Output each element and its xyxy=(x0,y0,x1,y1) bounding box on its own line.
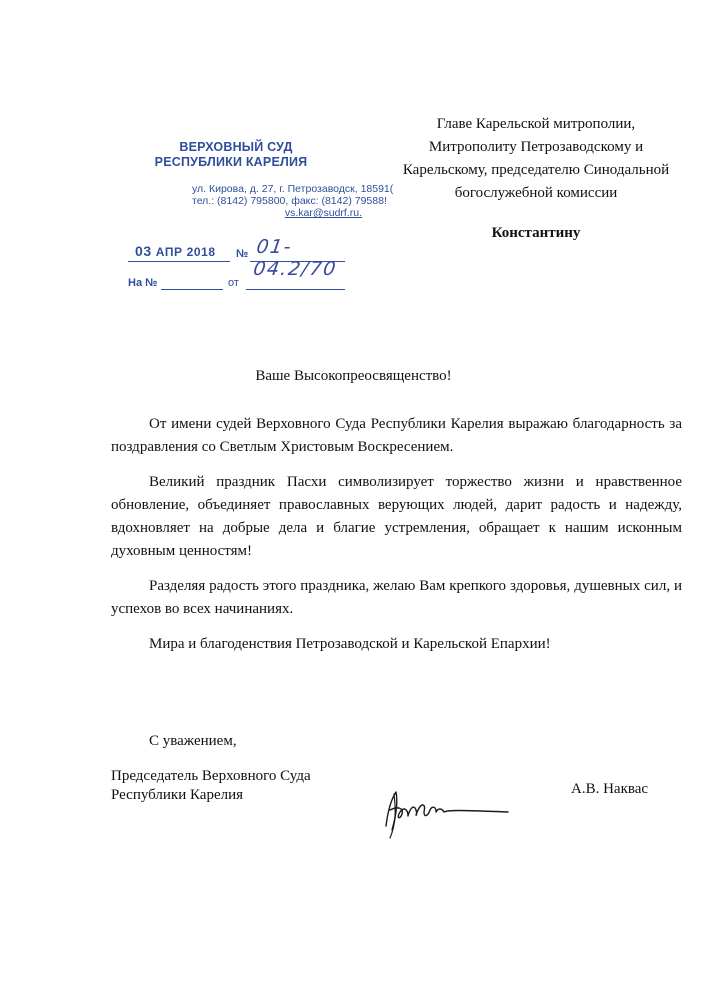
number-underline xyxy=(250,261,345,262)
handwritten-signature xyxy=(378,780,518,842)
on-number-label: На № xyxy=(128,277,158,289)
recipient-name: Константину xyxy=(491,225,581,241)
from-label: от xyxy=(228,277,239,289)
registration-date-day: 03 xyxy=(135,243,152,259)
stamp-org-line1: ВЕРХОВНЫЙ СУД xyxy=(179,140,293,154)
number-label: № xyxy=(236,248,249,260)
body-paragraph: Разделяя радость этого праздника, желаю Вам крепкого здоровья, душевных сил, и успехов во всех начинаниях. xyxy=(111,578,682,617)
letter-body xyxy=(111,413,682,668)
signatory-title-line1: Председатель Верховного Суда xyxy=(111,768,311,784)
stamp-email: vs.kar@sudrf.ru. xyxy=(284,207,362,219)
stamp-org-line2: РЕСПУБЛИКИ КАРЕЛИЯ xyxy=(154,155,308,169)
addressee-line: Митрополиту Петрозаводскому и xyxy=(428,139,644,155)
addressee-block xyxy=(386,113,686,245)
signatory-title xyxy=(111,767,311,805)
registration-date xyxy=(135,243,216,259)
body-paragraph: От имени судей Верховного Суда Республики Карелия выражаю благодарность за поздравления со Светлым Христовым Воскресением. xyxy=(111,416,682,455)
signatory-title-line2: Республики Карелия xyxy=(111,787,244,803)
salutation: Ваше Высокопреосвященство! xyxy=(255,368,452,384)
addressee-line: богослужебной комиссии xyxy=(454,185,618,201)
stamp-contacts xyxy=(192,183,394,219)
registration-date-month-year: АПР 2018 xyxy=(155,245,216,259)
stamp-address: ул. Кирова, д. 27, г. Петрозаводск, 18591( xyxy=(192,183,394,195)
stamp-phones: тел.: (8142) 795800, факс: (8142) 79588! xyxy=(192,195,387,207)
addressee-line: Карельскому, председателю Синодальной xyxy=(402,162,670,178)
date-underline xyxy=(128,261,230,262)
reference-line xyxy=(128,277,348,293)
registration-number-handwritten: 01-04.2/70 xyxy=(251,236,339,280)
addressee-line: Главе Карельской митрополии, xyxy=(436,116,636,132)
signatory-name: А.В. Наквас xyxy=(571,781,649,797)
body-paragraph: Мира и благоденствия Петрозаводской и Карельской Епархии! xyxy=(149,636,551,652)
on-number-blank xyxy=(161,289,223,290)
closing-phrase: С уважением, xyxy=(149,733,237,749)
from-blank xyxy=(246,289,345,290)
court-letterhead-stamp xyxy=(118,140,394,219)
body-paragraph: Великий праздник Пасхи символизирует торжество жизни и нравственное обновление, объединяет православных верующих людей, дарит радость и надежду, вдохновляет на добрые дела и благие устремления, обращает к нашим исконным духовным ценностям! xyxy=(111,474,682,559)
registration-line xyxy=(128,236,348,280)
